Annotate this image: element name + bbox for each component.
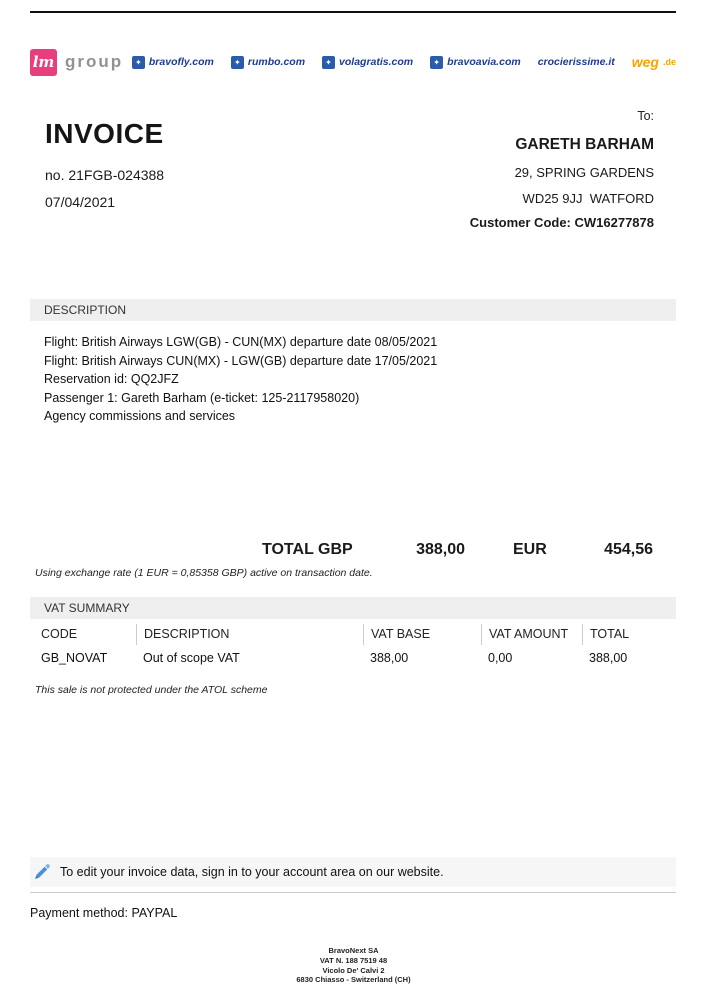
- recipient-name: GARETH BARHAM: [515, 136, 654, 153]
- vat-table-header-row: [30, 624, 676, 645]
- vat-col-description: DESCRIPTION: [136, 624, 363, 645]
- brand-weg-de: [632, 54, 676, 70]
- brand-crocierissime: [538, 56, 615, 68]
- brand-label: volagratis.com: [339, 56, 414, 68]
- edit-note-text: To edit your invoice data, sign in to your account area on our website.: [60, 865, 444, 879]
- vat-code-cell: GB_NOVAT: [41, 651, 108, 665]
- company-name: BravoNext SA: [328, 946, 379, 955]
- exchange-rate-note: Using exchange rate (1 EUR = 0,85358 GBP) active on transaction date.: [35, 567, 373, 579]
- lm-logo-icon: lm: [30, 49, 57, 76]
- description-line: Flight: British Airways CUN(MX) - LGW(GB) departure date 17/05/2021: [44, 353, 438, 368]
- brand-label: rumbo.com: [247, 56, 306, 68]
- vat-col-base: VAT BASE: [363, 624, 481, 645]
- invoice-head: [45, 118, 164, 210]
- top-rule: [30, 11, 676, 13]
- description-line: Passenger 1: Gareth Barham (e-ticket: 125-2117958020): [44, 390, 360, 405]
- vat-summary-table: [30, 624, 676, 665]
- masthead: [30, 46, 676, 78]
- lm-group-logo: [30, 49, 123, 76]
- total-eur-label: EUR: [513, 541, 547, 558]
- company-footer: [0, 946, 707, 985]
- table-row: [30, 651, 676, 665]
- payment-method: Payment method: PAYPAL: [30, 906, 178, 920]
- edit-invoice-note: [30, 857, 676, 887]
- company-street: Vicolo De' Calvi 2: [322, 965, 385, 975]
- footer-divider: [30, 892, 676, 893]
- vat-col-total: TOTAL: [582, 624, 676, 645]
- brand-label: crocierissime.it: [537, 56, 615, 68]
- brand-volagratis: [322, 56, 413, 69]
- description-line: Flight: British Airways LGW(GB) - CUN(MX) departure date 08/05/2021: [44, 335, 438, 349]
- vat-summary-section-header: VAT SUMMARY: [30, 597, 676, 619]
- total-eur-amount: 454,56: [604, 541, 653, 558]
- volagratis-compass-icon: ✦: [322, 56, 335, 69]
- total-gbp-amount: 388,00: [416, 541, 465, 558]
- description-section-header: DESCRIPTION: [30, 299, 676, 321]
- vat-col-code: CODE: [41, 627, 78, 641]
- company-city: 6830 Chiasso - Switzerland (CH): [296, 975, 411, 985]
- invoice-number: no. 21FGB-024388: [45, 167, 165, 183]
- atol-note: This sale is not protected under the ATOL scheme: [35, 684, 268, 696]
- description-line: Reservation id: QQ2JFZ: [44, 372, 179, 387]
- brand-label-suffix: .de: [662, 57, 676, 67]
- bravofly-compass-icon: ✦: [132, 56, 145, 69]
- recipient-address-line2: WD25 9JJ WATFORD: [522, 191, 654, 206]
- lm-logo-text: group: [65, 52, 124, 71]
- recipient-address-line1: 29, SPRING GARDENS: [514, 165, 654, 180]
- total-label: TOTAL GBP: [262, 541, 353, 558]
- brand-label: bravofly.com: [148, 56, 214, 68]
- company-vat-number: VAT N. 188 7519 48: [319, 955, 388, 965]
- to-label: To:: [637, 109, 654, 123]
- description-lines: [44, 333, 437, 426]
- brand-logos: [132, 54, 676, 70]
- invoice-date: 07/04/2021: [45, 194, 116, 210]
- page-title: INVOICE: [45, 118, 164, 149]
- vat-description-cell: Out of scope VAT: [143, 651, 240, 665]
- vat-col-amount: VAT AMOUNT: [481, 624, 582, 645]
- description-line: Agency commissions and services: [44, 409, 236, 424]
- vat-amount-cell: 0,00: [488, 651, 513, 665]
- brand-bravofly: [132, 56, 214, 69]
- customer-code: Customer Code: CW16277878: [469, 215, 654, 230]
- recipient-block: [470, 136, 654, 230]
- vat-base-cell: 388,00: [370, 651, 409, 665]
- brand-label: weg: [631, 54, 659, 70]
- rumbo-compass-icon: ✦: [231, 56, 244, 69]
- brand-rumbo: [231, 56, 305, 69]
- bravoavia-compass-icon: ✦: [430, 56, 443, 69]
- pencil-icon: [33, 863, 51, 881]
- vat-total-cell: 388,00: [589, 651, 628, 665]
- brand-label: bravoavia.com: [447, 56, 521, 68]
- brand-bravoavia: [430, 56, 521, 69]
